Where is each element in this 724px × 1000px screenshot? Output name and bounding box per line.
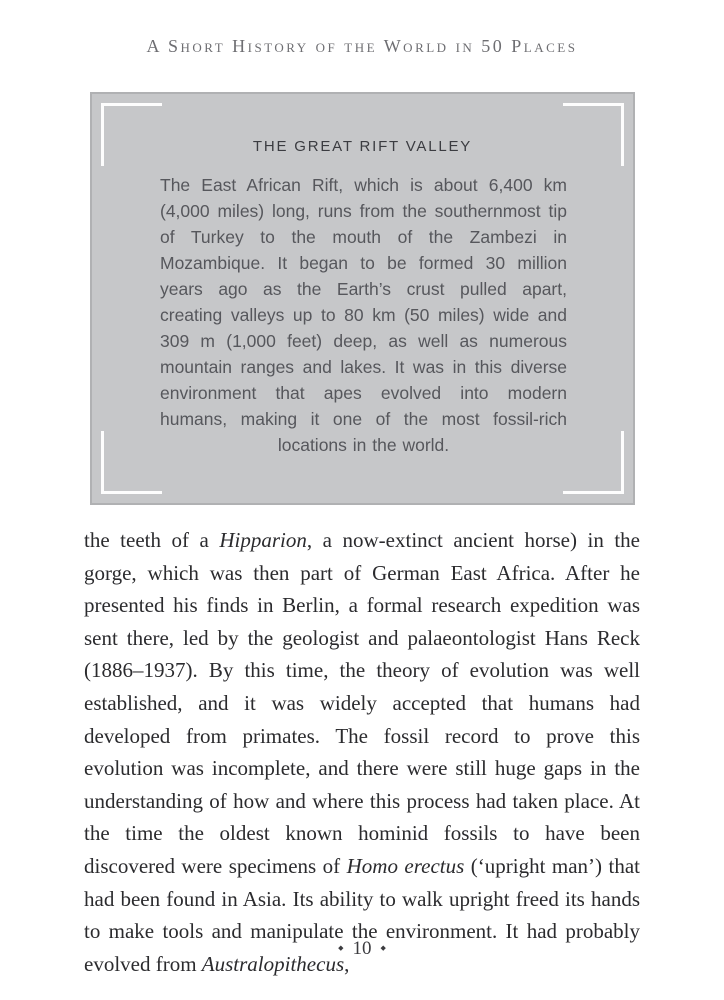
footer-ornament-right: ◆	[380, 944, 386, 952]
info-box-text: The East African Rift, which is about 6,400 km (4,000 miles) long, runs from the southernmost tip of Turkey to the mouth of the Zambezi in Mozambique. It began to be formed 30 million years ago as the Earth’s crust pulled apart, creating valleys up to 80 km (50 miles) wide and 309 m (1,000 feet) deep, as well as numerous mountain ranges and lakes. It was in this diverse environment that apes evolved into modern humans, making it one of the most fossil-rich locations in the world.	[160, 175, 567, 455]
text-segment: the teeth of a	[84, 528, 220, 552]
body-paragraph	[84, 524, 640, 980]
text-segment-italic: Homo erectus	[346, 853, 465, 878]
info-box	[90, 92, 635, 505]
running-head: A Short History of the World in 50 Places	[146, 36, 578, 56]
page-number: 10	[352, 938, 372, 959]
page-footer	[0, 938, 724, 960]
corner-bracket-bottom-right	[563, 431, 624, 494]
text-segment-italic: Australopithecus	[201, 951, 345, 976]
text-segment-italic: Hipparion	[219, 528, 307, 552]
text-segment: ,	[344, 951, 350, 976]
corner-bracket-top-right	[563, 103, 624, 166]
corner-bracket-top-left	[101, 103, 162, 166]
footer-ornament-left: ◆	[338, 944, 344, 952]
info-box-title: THE GREAT RIFT VALLEY	[252, 138, 473, 155]
text-segment: , a now-extinct ancient horse) in the gorge, which was then part of German East Africa. After he presented his finds in Berlin, a formal research expedition was sent there, led by the geologist and palaeontologist Hans Reck (1886–1937). By this time, the theory of evolution was well established, and it was widely accepted that humans had developed from primates. The fossil record to prove this evolution was incomplete, and there were still huge gaps in the understanding of how and where this process had taken place. At the time the oldest known hominid fossils to have been discovered were specimens of	[84, 528, 640, 878]
text-segment: (‘upright man’) that had been found in Asia. Its ability to walk upright freed its hands to make tools and manipulate the environment. It had probably evolved from	[84, 853, 640, 976]
corner-bracket-bottom-left	[101, 431, 162, 494]
